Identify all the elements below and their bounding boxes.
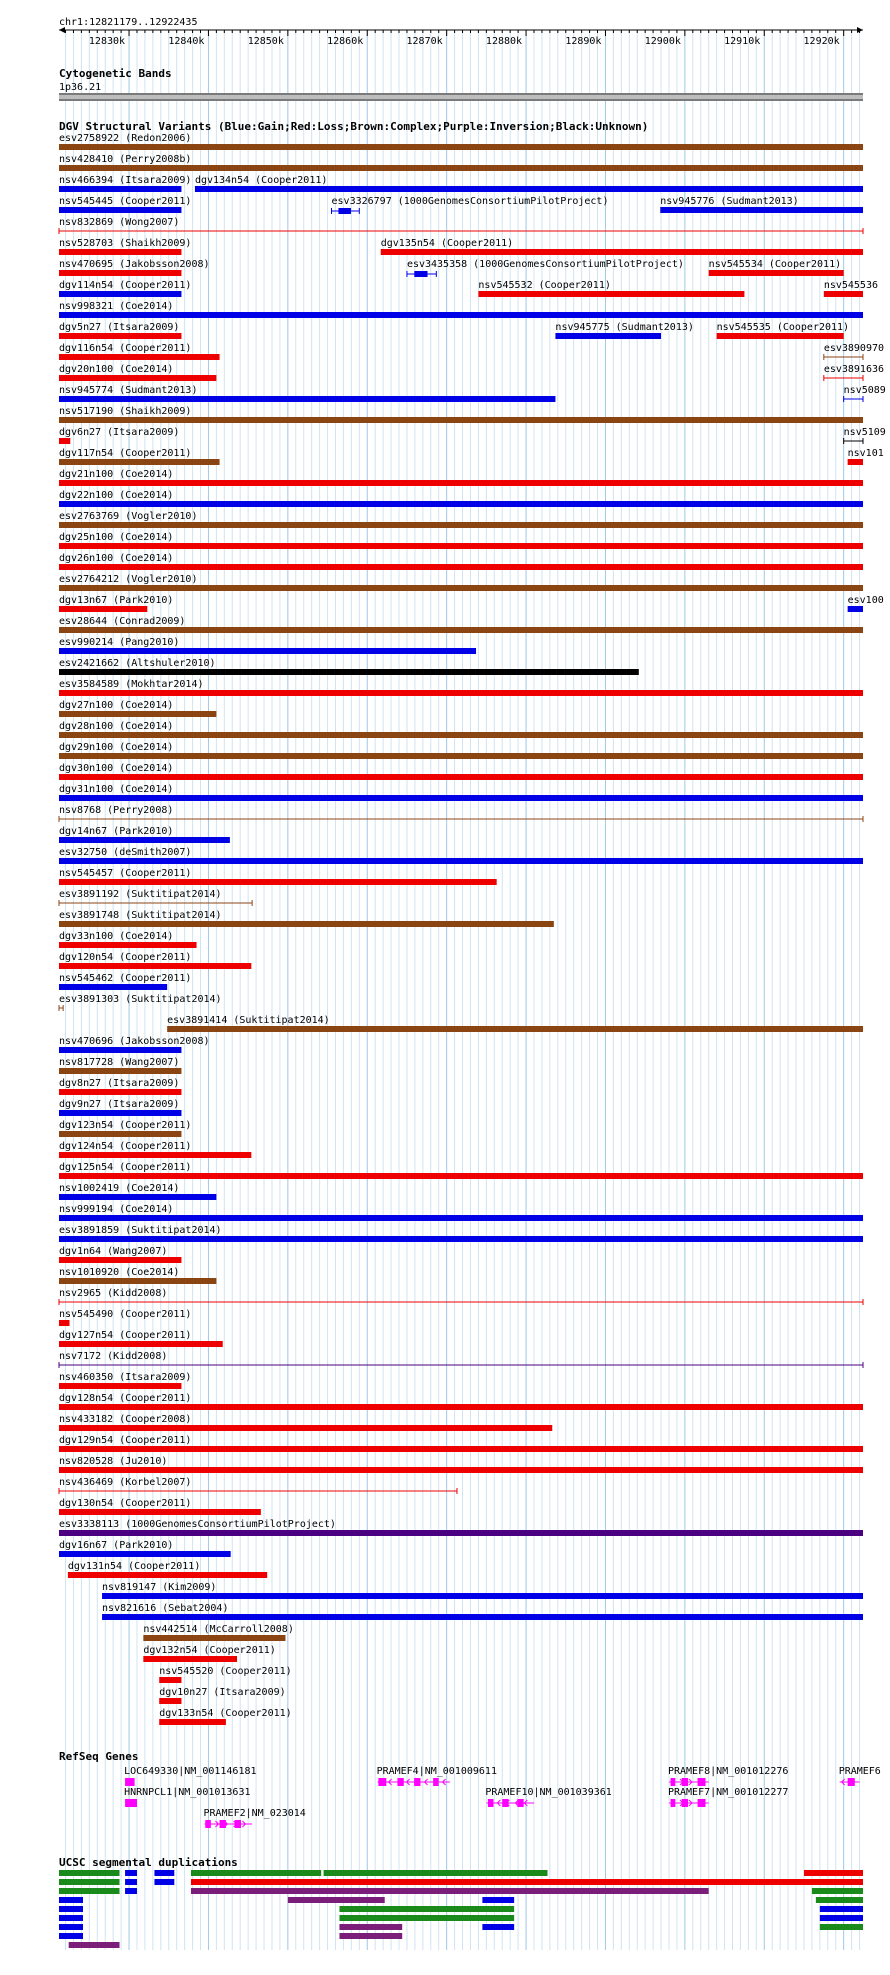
dgv-feature-label: dgv130n54 (Cooper2011)	[59, 1498, 192, 1509]
refseq-gene-label: LOC649330|NM_001146181	[124, 1766, 257, 1777]
segdup-block[interactable]	[482, 1924, 514, 1930]
dgv-feature[interactable]	[59, 322, 181, 339]
segdup-block[interactable]	[820, 1906, 863, 1912]
dgv-feature-label: nsv1010920 (Coe2014)	[59, 1267, 180, 1278]
dgv-feature-label: nsv545462 (Cooper2011)	[59, 973, 192, 984]
dgv-feature-bar	[59, 375, 216, 381]
dgv-feature-bar	[59, 1278, 216, 1284]
dgv-feature-label: dgv14n67 (Park2010)	[59, 826, 174, 837]
dgv-feature-bar	[848, 606, 863, 612]
dgv-feature-label: dgv133n54 (Cooper2011)	[159, 1708, 292, 1719]
dgv-feature-label: nsv545490 (Cooper2011)	[59, 1309, 192, 1320]
dgv-feature-bar	[59, 711, 216, 717]
segdup-block[interactable]	[125, 1888, 137, 1894]
dgv-feature-bar	[143, 1656, 237, 1662]
dgv-feature-label: dgv132n54 (Cooper2011)	[143, 1645, 276, 1656]
dgv-feature-label: esv32750 (deSmith2007)	[59, 847, 192, 858]
dgv-feature-label: nsv545535 (Cooper2011)	[716, 322, 850, 333]
dgv-feature-label: nsv470695 (Jakobsson2008)	[59, 259, 210, 270]
dgv-feature-label: nsv460350 (Itsara2009)	[59, 1372, 192, 1383]
dgv-feature-label: nsv517190 (Shaikh2009)	[59, 406, 192, 417]
segdup-block[interactable]	[154, 1879, 174, 1885]
dgv-feature-label: dgv25n100 (Coe2014)	[59, 532, 174, 543]
dgv-feature-label: esv3891414 (Suktitipat2014)	[167, 1015, 330, 1026]
dgv-feature-bar	[59, 1509, 261, 1515]
dgv-feature-bar	[717, 333, 844, 339]
dgv-feature-bar	[848, 459, 863, 465]
segdup-block[interactable]	[191, 1879, 863, 1885]
dgv-feature-bar	[59, 1152, 251, 1158]
dgv-feature-bar	[195, 186, 863, 192]
segdup-block[interactable]	[482, 1897, 514, 1903]
dgv-feature-bar	[59, 1257, 181, 1263]
dgv-feature-label: dgv116n54 (Cooper2011)	[59, 343, 192, 354]
dgv-feature[interactable]	[59, 1057, 181, 1074]
dgv-feature-label: nsv7172 (Kidd2008)	[59, 1351, 168, 1362]
dgv-feature-bar	[68, 1572, 267, 1578]
dgv-feature-bar	[709, 270, 844, 276]
dgv-feature[interactable]	[59, 1078, 181, 1095]
refseq-exon	[235, 1820, 241, 1828]
dgv-feature[interactable]	[59, 196, 191, 213]
dgv-feature-label: nsv8768 (Perry2008)	[59, 805, 174, 816]
dgv-feature-label: esv3891303 (Suktitipat2014)	[59, 994, 222, 1005]
dgv-feature-bar	[59, 1383, 181, 1389]
dgv-feature-label: dgv8n27 (Itsara2009)	[59, 1078, 180, 1089]
dgv-feature-label: esv2421662 (Altshuler2010)	[59, 658, 216, 669]
dgv-feature-bar	[159, 1719, 226, 1725]
segdup-block[interactable]	[59, 1924, 83, 1930]
dgv-feature[interactable]	[59, 280, 191, 297]
dgv-feature-bar	[59, 165, 863, 171]
dgv-feature-label: nsv2965 (Kidd2008)	[59, 1288, 168, 1299]
dgv-track-title[interactable]: DGV Structural Variants (Blue:Gain;Red:Loss;Brown:Complex;Purple:Inversion;Black:Unknown)	[59, 120, 649, 133]
ruler-tick-label: 12870k	[406, 36, 443, 47]
dgv-feature-label: dgv27n100 (Coe2014)	[59, 700, 174, 711]
dgv-feature-label: nsv545532 (Cooper2011)	[478, 280, 611, 291]
dgv-feature-label: nsv945774 (Sudmant2013)	[59, 385, 198, 396]
dgv-feature-label: esv2763769 (Vogler2010)	[59, 511, 198, 522]
dgv-feature-label: nsv819147 (Kim2009)	[102, 1582, 217, 1593]
dgv-feature-bar	[59, 732, 863, 738]
dgv-feature-bar	[59, 249, 181, 255]
dgv-feature-label: esv100	[847, 595, 884, 606]
cytoband-ideogram	[59, 93, 863, 101]
dgv-feature[interactable]	[59, 175, 191, 192]
dgv-feature-bar	[59, 438, 70, 444]
dgv-feature-bar	[660, 207, 863, 213]
dgv-feature-bar	[59, 1047, 181, 1053]
dgv-feature-block	[414, 271, 427, 277]
dgv-feature-label: dgv29n100 (Coe2014)	[59, 742, 174, 753]
refseq-gene-block	[125, 1778, 135, 1786]
dgv-feature-bar	[59, 753, 863, 759]
segdup-block[interactable]	[816, 1897, 863, 1903]
cytoband-label: 1p36.21	[59, 82, 102, 93]
dgv-feature-label: dgv134n54 (Cooper2011)	[194, 175, 328, 186]
segdup-block[interactable]	[59, 1870, 120, 1876]
dgv-feature-label: nsv998321 (Coe2014)	[59, 301, 174, 312]
dgv-feature-label: esv3890970	[823, 343, 885, 354]
segdup-block[interactable]	[125, 1870, 137, 1876]
dgv-feature-label: nsv832869 (Wong2007)	[59, 217, 180, 228]
dgv-feature-bar	[59, 1068, 181, 1074]
dgv-feature[interactable]	[59, 1372, 191, 1389]
dgv-feature-bar	[59, 333, 181, 339]
segdup-block[interactable]	[59, 1933, 83, 1939]
dgv-feature-bar	[59, 564, 863, 570]
refseq-gene-label: PRAMEF6	[838, 1766, 881, 1777]
segdup-block[interactable]	[154, 1870, 174, 1876]
segdup-block[interactable]	[339, 1915, 514, 1921]
dgv-feature-label: nsv545536	[823, 280, 879, 291]
dgv-feature-bar	[59, 522, 863, 528]
segdup-block[interactable]	[59, 1915, 83, 1921]
dgv-feature-bar	[59, 1530, 863, 1536]
dgv-feature-bar	[59, 669, 639, 675]
dgv-feature-bar	[59, 1425, 552, 1431]
dgv-feature-bar	[59, 627, 863, 633]
dgv-feature-label: nsv945775 (Sudmant2013)	[555, 322, 694, 333]
dgv-feature-label: dgv1n64 (Wang2007)	[59, 1246, 168, 1257]
dgv-feature-label: esv2758922 (Redon2006)	[59, 133, 192, 144]
dgv-feature-label: nsv442514 (McCarroll2008)	[143, 1624, 294, 1635]
dgv-feature-bar	[59, 963, 251, 969]
dgv-feature-bar	[59, 501, 863, 507]
dgv-feature-bar	[59, 984, 167, 990]
cytoband-track-title[interactable]: Cytogenetic Bands	[59, 67, 172, 80]
dgv-feature-label: esv3891859 (Suktitipat2014)	[59, 1225, 222, 1236]
dgv-feature-bar	[478, 291, 744, 297]
dgv-feature-label: dgv21n100 (Coe2014)	[59, 469, 174, 480]
dgv-feature-label: dgv6n27 (Itsara2009)	[59, 427, 180, 438]
dgv-feature-bar	[59, 144, 863, 150]
dgv-feature-block	[338, 208, 351, 214]
dgv-feature-bar	[59, 1446, 863, 1452]
dgv-feature-bar	[59, 585, 863, 591]
segdup-block[interactable]	[69, 1942, 120, 1948]
segdup-block[interactable]	[804, 1870, 863, 1876]
dgv-feature-bar	[102, 1614, 863, 1620]
dgv-feature-bar	[102, 1593, 863, 1599]
dgv-feature-label: dgv9n27 (Itsara2009)	[59, 1099, 180, 1110]
segdup-block[interactable]	[820, 1915, 863, 1921]
dgv-feature-bar	[59, 459, 220, 465]
dgv-feature[interactable]	[717, 322, 849, 339]
dgv-feature-label: dgv20n100 (Coe2014)	[59, 364, 174, 375]
dgv-feature-label: nsv1002419 (Coe2014)	[59, 1183, 180, 1194]
dgv-feature-label: dgv30n100 (Coe2014)	[59, 763, 174, 774]
ruler-tick-label: 12850k	[247, 36, 284, 47]
dgv-feature-label: dgv22n100 (Coe2014)	[59, 490, 174, 501]
dgv-feature-bar	[59, 312, 863, 318]
dgv-feature-label: esv3891192 (Suktitipat2014)	[59, 889, 222, 900]
dgv-feature-bar	[59, 774, 863, 780]
dgv-feature-bar	[59, 1194, 216, 1200]
dgv-feature-label: esv3891748 (Suktitipat2014)	[59, 910, 222, 921]
dgv-feature-label: dgv33n100 (Coe2014)	[59, 931, 174, 942]
dgv-feature-bar	[59, 921, 554, 927]
dgv-feature-bar	[143, 1635, 285, 1641]
segdup-block[interactable]	[288, 1897, 385, 1903]
dgv-feature-label: esv3435358 (1000GenomesConsortiumPilotProject)	[406, 259, 684, 270]
dgv-feature-label: dgv117n54 (Cooper2011)	[59, 448, 192, 459]
dgv-feature-bar	[59, 1215, 863, 1221]
dgv-feature-label: nsv101	[847, 448, 884, 459]
dgv-feature-bar	[59, 795, 863, 801]
ruler-tick-label: 12880k	[485, 36, 523, 47]
refseq-exon	[502, 1799, 508, 1807]
dgv-feature-label: nsv428410 (Perry2008b)	[59, 154, 192, 165]
dgv-feature-bar	[59, 858, 863, 864]
segdup-block[interactable]	[59, 1888, 120, 1894]
dgv-feature-label: nsv436469 (Korbel2007)	[59, 1477, 192, 1488]
dgv-feature-label: dgv13n67 (Park2010)	[59, 595, 174, 606]
dgv-feature-label: dgv16n67 (Park2010)	[59, 1540, 174, 1551]
segdup-track-title[interactable]: UCSC segmental duplications	[59, 1856, 238, 1869]
dgv-feature-bar	[59, 837, 230, 843]
dgv-feature-bar	[159, 1677, 181, 1683]
dgv-feature-bar	[59, 480, 863, 486]
dgv-feature-label: esv3584589 (Mokhtar2014)	[59, 679, 204, 690]
dgv-feature[interactable]	[59, 1246, 181, 1263]
dgv-feature-bar	[59, 291, 181, 297]
dgv-feature-label: nsv433182 (Cooper2008)	[59, 1414, 192, 1425]
dgv-feature-bar	[59, 1173, 863, 1179]
segdup-block[interactable]	[191, 1870, 321, 1876]
dgv-feature-bar	[59, 648, 476, 654]
dgv-feature-label: dgv125n54 (Cooper2011)	[59, 1162, 192, 1173]
dgv-feature-label: nsv545445 (Cooper2011)	[59, 196, 192, 207]
ruler-tick-label: 12920k	[803, 36, 840, 47]
dgv-feature[interactable]	[143, 1624, 294, 1641]
dgv-feature-label: dgv5n27 (Itsara2009)	[59, 322, 180, 333]
dgv-feature-label: dgv120n54 (Cooper2011)	[59, 952, 192, 963]
dgv-feature-bar	[59, 417, 863, 423]
ruler-tick-label: 12910k	[724, 36, 761, 47]
dgv-feature-label: dgv124n54 (Cooper2011)	[59, 1141, 192, 1152]
segdup-block[interactable]	[125, 1879, 137, 1885]
dgv-feature-bar	[59, 1110, 181, 1116]
segdup-block[interactable]	[59, 1879, 120, 1885]
dgv-feature-label: dgv129n54 (Cooper2011)	[59, 1435, 192, 1446]
segdup-block[interactable]	[59, 1897, 83, 1903]
dgv-feature-label: dgv127n54 (Cooper2011)	[59, 1330, 192, 1341]
dgv-feature-label: dgv10n27 (Itsara2009)	[159, 1687, 286, 1698]
dgv-feature-bar	[59, 1236, 863, 1242]
segdup-block[interactable]	[191, 1888, 709, 1894]
dgv-feature-bar	[824, 291, 863, 297]
segdup-block[interactable]	[820, 1924, 863, 1930]
dgv-feature-bar	[59, 1341, 223, 1347]
dgv-feature-label: nsv545534 (Cooper2011)	[708, 259, 842, 270]
dgv-feature-bar	[59, 1404, 863, 1410]
dgv-feature-label: esv2764212 (Vogler2010)	[59, 574, 198, 585]
dgv-feature[interactable]	[709, 259, 844, 276]
dgv-feature-bar	[59, 270, 181, 276]
refseq-gene-label: PRAMEF4|NM_001009611	[376, 1766, 497, 1777]
dgv-feature-label: nsv545457 (Cooper2011)	[59, 868, 192, 879]
ruler-tick-label: 12890k	[565, 36, 602, 47]
dgv-feature-label: dgv135n54 (Cooper2011)	[380, 238, 514, 249]
dgv-feature-label: esv3891636	[823, 364, 885, 375]
dgv-feature-label: nsv528703 (Shaikh2009)	[59, 238, 192, 249]
dgv-feature-bar	[59, 942, 197, 948]
refseq-gene-label: PRAMEF10|NM_001039361	[485, 1787, 612, 1798]
ruler-tick-label: 12900k	[644, 36, 681, 47]
dgv-feature-bar	[59, 690, 863, 696]
ruler-tick-label: 12860k	[327, 36, 364, 47]
dgv-feature-label: nsv545520 (Cooper2011)	[159, 1666, 292, 1677]
segdup-block[interactable]	[339, 1906, 514, 1912]
dgv-feature[interactable]	[59, 1099, 181, 1116]
dgv-feature-bar	[59, 1089, 181, 1095]
dgv-feature-bar	[59, 543, 863, 549]
dgv-feature-label: dgv128n54 (Cooper2011)	[59, 1393, 192, 1404]
dgv-feature-label: esv3338113 (1000GenomesConsortiumPilotProject)	[59, 1519, 336, 1530]
dgv-feature-bar	[59, 396, 555, 402]
dgv-feature-label: nsv821616 (Sebat2004)	[102, 1603, 229, 1614]
dgv-feature-bar	[167, 1026, 863, 1032]
dgv-feature-bar	[59, 207, 181, 213]
dgv-feature-bar	[59, 186, 181, 192]
dgv-feature-label: esv28644 (Conrad2009)	[59, 616, 186, 627]
refseq-gene-block	[125, 1799, 137, 1807]
dgv-feature-label: dgv114n54 (Cooper2011)	[59, 280, 192, 291]
dgv-feature-bar	[59, 354, 220, 360]
segdup-block[interactable]	[339, 1924, 402, 1930]
dgv-feature-label: esv990214 (Pang2010)	[59, 637, 180, 648]
segdup-block[interactable]	[812, 1888, 863, 1894]
refseq-gene-label: PRAMEF8|NM_001012276	[667, 1766, 789, 1777]
dgv-feature-label: dgv31n100 (Coe2014)	[59, 784, 174, 795]
dgv-feature-label: dgv26n100 (Coe2014)	[59, 553, 174, 564]
dgv-feature-bar	[555, 333, 661, 339]
dgv-feature[interactable]	[59, 1120, 191, 1137]
dgv-feature-bar	[59, 606, 147, 612]
position-label: chr1:12821179..12922435	[59, 17, 198, 28]
dgv-feature-label: dgv131n54 (Cooper2011)	[67, 1561, 201, 1572]
dgv-feature-label: nsv5109	[843, 427, 886, 438]
refseq-track-title[interactable]: RefSeq Genes	[59, 1750, 139, 1763]
refseq-gene-label: PRAMEF2|NM_023014	[203, 1808, 306, 1819]
dgv-feature-bar	[59, 1467, 863, 1473]
segdup-block[interactable]	[339, 1933, 402, 1939]
dgv-feature-bar	[59, 1320, 69, 1326]
ruler-tick-label: 12840k	[168, 36, 205, 47]
dgv-feature-label: nsv470696 (Jakobsson2008)	[59, 1036, 210, 1047]
dgv-feature-label: nsv820528 (Ju2010)	[59, 1456, 168, 1467]
dgv-feature-label: nsv945776 (Sudmant2013)	[660, 196, 799, 207]
dgv-feature-label: nsv466394 (Itsara2009)	[59, 175, 192, 186]
segdup-block[interactable]	[324, 1870, 548, 1876]
segdup-block[interactable]	[59, 1906, 83, 1912]
dgv-feature-bar	[381, 249, 863, 255]
refseq-gene-label: HNRNPCL1|NM_001013631	[124, 1787, 251, 1798]
dgv-feature-bar	[159, 1698, 181, 1704]
dgv-feature-bar	[59, 1551, 231, 1557]
dgv-feature-bar	[59, 879, 497, 885]
dgv-feature-bar	[59, 1131, 181, 1137]
dgv-feature-label: dgv123n54 (Cooper2011)	[59, 1120, 192, 1131]
dgv-feature[interactable]	[59, 238, 191, 255]
ruler-tick-label: 12830k	[88, 36, 126, 47]
dgv-feature-label: nsv817728 (Wang2007)	[59, 1057, 180, 1068]
dgv-feature-label: nsv5089	[843, 385, 886, 396]
dgv-feature-label: dgv28n100 (Coe2014)	[59, 721, 174, 732]
dgv-feature-label: esv3326797 (1000GenomesConsortiumPilotProject)	[331, 196, 609, 207]
dgv-feature-label: nsv999194 (Coe2014)	[59, 1204, 174, 1215]
refseq-gene-label: PRAMEF7|NM_001012277	[667, 1787, 789, 1798]
